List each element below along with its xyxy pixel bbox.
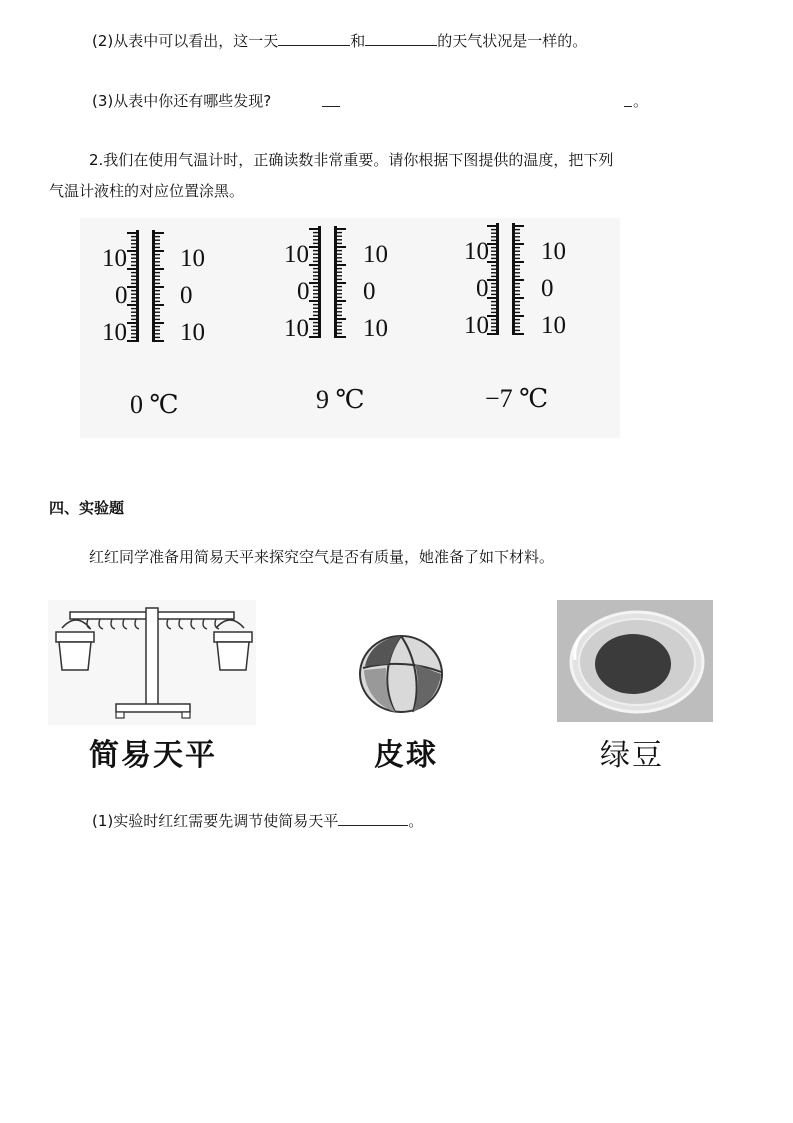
question-4-1 xyxy=(92,810,423,831)
question-4-1-suffix: 。 xyxy=(408,812,424,830)
therm-3-mid-right: 0 xyxy=(541,275,554,302)
therm-2-bottom-left: 10 xyxy=(284,315,309,342)
answer-blank-3b[interactable] xyxy=(624,92,632,107)
thermometer-tube-edge xyxy=(512,223,515,335)
question-4-1-prefix: (1)实验时红红需要先调节使简易天平 xyxy=(92,812,339,830)
caption-ball: 皮球 xyxy=(374,738,438,773)
thermometer-3-scale xyxy=(487,223,524,335)
ball-icon xyxy=(355,628,447,720)
therm-3-top-right: 10 xyxy=(541,238,566,265)
thermometer-question-line-2: 气温计液柱的对应位置涂黑。 xyxy=(49,182,245,200)
mung-beans-image xyxy=(557,600,713,722)
thermometer-tube-edge xyxy=(136,230,139,342)
therm-3-reading: −7 ℃ xyxy=(485,384,549,413)
question-2-middle: 和 xyxy=(350,32,366,50)
thermometer-tube-edge xyxy=(318,226,321,338)
therm-3-mid-left: 0 xyxy=(476,275,489,302)
therm-1-top-left: 10 xyxy=(102,245,127,272)
therm-2-bottom-right: 10 xyxy=(363,315,388,342)
therm-1-mid-right: 0 xyxy=(180,282,193,309)
therm-1-bottom-right: 10 xyxy=(180,319,205,346)
therm-3-top-left: 10 xyxy=(464,238,489,265)
question-3-prefix: (3)从表中你还有哪些发现? xyxy=(92,92,272,110)
question-3 xyxy=(92,90,271,111)
therm-1-bottom-left: 10 xyxy=(102,319,127,346)
thermometer-2-scale xyxy=(309,226,346,338)
thermometer-question-line-1: 2.我们在使用气温计时，正确读数非常重要。请你根据下图提供的温度，把下列 xyxy=(89,151,614,169)
therm-1-top-right: 10 xyxy=(180,245,205,272)
therm-3-bottom-left: 10 xyxy=(464,312,489,339)
therm-2-top-right: 10 xyxy=(363,241,388,268)
balance-scale-icon xyxy=(48,600,256,725)
question-2 xyxy=(92,30,587,51)
therm-3-bottom-right: 10 xyxy=(541,312,566,339)
therm-2-mid-right: 0 xyxy=(363,278,376,305)
answer-blank-1[interactable] xyxy=(278,31,350,46)
section-4-intro: 红红同学准备用简易天平来探究空气是否有质量，她准备了如下材料。 xyxy=(89,548,555,566)
question-2-suffix: 的天气状况是一样的。 xyxy=(437,32,588,50)
caption-mung-beans: 绿豆 xyxy=(600,738,664,773)
ball-image xyxy=(355,628,447,720)
answer-blank-4-1[interactable] xyxy=(338,811,408,826)
balance-scale-image xyxy=(48,600,256,725)
section-4-title: 四、实验题 xyxy=(49,499,125,517)
therm-1-mid-left: 0 xyxy=(115,282,128,309)
caption-balance-scale: 简易天平 xyxy=(89,738,217,773)
answer-blank-3a[interactable] xyxy=(322,92,340,107)
thermometer-1-scale xyxy=(127,230,164,342)
thermometer-tube-edge xyxy=(496,223,499,335)
answer-blank-2[interactable] xyxy=(365,31,437,46)
therm-2-top-left: 10 xyxy=(284,241,309,268)
therm-2-reading: 9 ℃ xyxy=(316,385,365,414)
thermometer-tube-edge xyxy=(152,230,155,342)
mung-beans-icon xyxy=(557,600,713,722)
therm-2-mid-left: 0 xyxy=(297,278,310,305)
question-2-prefix: (2)从表中可以看出，这一天 xyxy=(92,32,279,50)
therm-1-reading: 0 ℃ xyxy=(130,390,179,419)
thermometer-tube-edge xyxy=(334,226,337,338)
thermometer-figure xyxy=(80,218,620,438)
question-3-suffix: 。 xyxy=(633,92,649,110)
